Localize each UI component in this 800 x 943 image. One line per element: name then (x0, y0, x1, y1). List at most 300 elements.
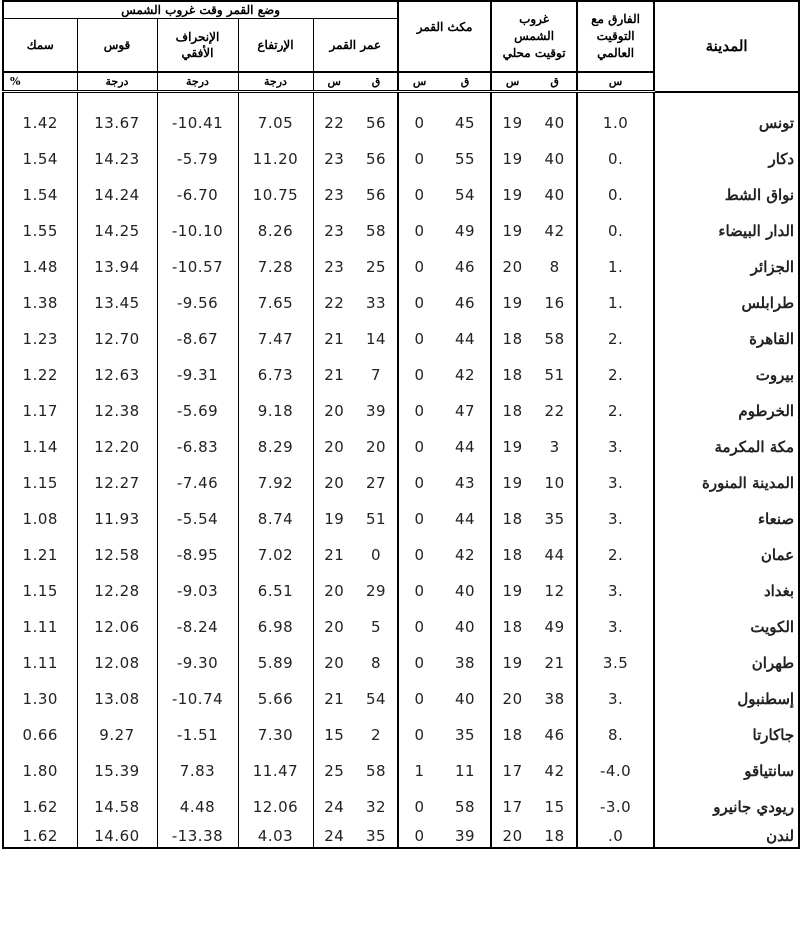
header-horizontal-dev (157, 19, 238, 73)
unit-altitude: درجة (238, 72, 313, 92)
unit-sunset-minutes: ق (533, 72, 577, 92)
cell-age-minutes: 58 (365, 222, 387, 240)
header-arc: قوس (77, 19, 157, 73)
cell-city: الدار البيضاء (654, 213, 799, 249)
header-sunset-line1: غروب (519, 12, 550, 26)
cell-sunset-hours: 19 (491, 573, 533, 609)
cell-thickness: 1.11 (3, 645, 77, 681)
unit-thickness: % (3, 72, 77, 92)
table-header (3, 1, 799, 92)
unit-horizontal-dev: درجة (157, 72, 238, 92)
cell-arc: 12.08 (77, 645, 157, 681)
cell-altitude: 6.51 (238, 573, 313, 609)
cell-sunset-hours: 19 (491, 429, 533, 465)
cell-sunset-hours: 18 (491, 321, 533, 357)
cell-arc: 15.39 (77, 753, 157, 789)
cell-city: ريودي جانيرو (654, 789, 799, 825)
cell-gmt-diff: 1. (577, 249, 654, 285)
unit-age-hours: س (313, 72, 355, 92)
cell-sunset-minutes: 49 (544, 618, 565, 636)
cell-city: لندن (654, 825, 799, 848)
cell-age-hours: 20 (313, 465, 355, 501)
cell-altitude: 7.65 (238, 285, 313, 321)
cell-city: بغداد (654, 573, 799, 609)
cell-stay-minutes: 44 (455, 510, 476, 528)
cell-arc: 13.67 (77, 92, 157, 142)
cell-horizontal-dev: -5.79 (157, 141, 238, 177)
cell-horizontal-dev: -8.24 (157, 609, 238, 645)
cell-gmt-diff: 3. (577, 681, 654, 717)
cell-age-minutes: 5 (371, 618, 382, 636)
cell-altitude: 7.02 (238, 537, 313, 573)
cell-sunset-minutes: 40 (544, 114, 565, 132)
cell-thickness: 1.08 (3, 501, 77, 537)
cell-stay-hours: 0 (398, 501, 440, 537)
cell-sunset-hours: 18 (491, 501, 533, 537)
cell-age-hours: 20 (313, 393, 355, 429)
cell-city: جاكارتا (654, 717, 799, 753)
cell-age-hours: 20 (313, 573, 355, 609)
cell-stay-minutes: 38 (455, 654, 476, 672)
header-moon-age: عمر القمر (313, 19, 398, 73)
cell-sunset-hours: 18 (491, 717, 533, 753)
cell-horizontal-dev: -6.70 (157, 177, 238, 213)
cell-age-hours: 25 (313, 753, 355, 789)
table-row (3, 213, 799, 249)
header-thickness: سمك (3, 19, 77, 73)
cell-gmt-diff: .0 (577, 825, 654, 848)
cell-city: الكويت (654, 609, 799, 645)
cell-stay-minutes: 49 (455, 222, 476, 240)
header-gmt-line3: العالمي (597, 46, 635, 60)
cell-horizontal-dev: -13.38 (157, 825, 238, 848)
cell-sunset-minutes: 44 (544, 546, 565, 564)
unit-stay-minutes: ق (440, 72, 491, 92)
cell-altitude: 6.73 (238, 357, 313, 393)
cell-stay-minutes: 44 (455, 438, 476, 456)
cell-stay-hours: 0 (398, 789, 440, 825)
header-group-moon-at-sunset: وضع القمر وقت غروب الشمس (3, 1, 398, 19)
cell-sunset-minutes: 42 (544, 222, 565, 240)
cell-sunset-hours: 18 (491, 357, 533, 393)
cell-arc: 14.60 (77, 825, 157, 848)
cell-age-hours: 15 (313, 717, 355, 753)
cell-horizontal-dev: 7.83 (157, 753, 238, 789)
cell-horizontal-dev: -6.83 (157, 429, 238, 465)
cell-stay-minutes: 42 (455, 366, 476, 384)
cell-age-minutes: 29 (365, 582, 387, 600)
header-city: المدينة (654, 1, 799, 92)
header-sunset-line2: الشمس (514, 29, 555, 43)
cell-sunset-minutes: 21 (544, 654, 565, 672)
cell-gmt-diff: 3. (577, 465, 654, 501)
cell-gmt-diff: 3. (577, 609, 654, 645)
cell-city: تونس (654, 92, 799, 142)
cell-sunset-minutes: 40 (544, 186, 565, 204)
cell-sunset-hours: 20 (491, 681, 533, 717)
cell-stay-minutes: 39 (440, 825, 491, 848)
cell-sunset-hours: 19 (491, 92, 533, 142)
cell-altitude: 7.05 (238, 92, 313, 142)
cell-altitude: 8.26 (238, 213, 313, 249)
cell-sunset-hours: 19 (491, 645, 533, 681)
cell-horizontal-dev: 4.48 (157, 789, 238, 825)
cell-horizontal-dev: -9.30 (157, 645, 238, 681)
cell-sunset-hours: 18 (491, 609, 533, 645)
cell-age-minutes: 56 (365, 186, 387, 204)
cell-thickness: 1.38 (3, 285, 77, 321)
unit-gmt-hours: س (577, 72, 654, 92)
cell-stay-minutes: 55 (455, 150, 476, 168)
unit-sunset-hours: س (491, 72, 533, 92)
cell-altitude: 6.98 (238, 609, 313, 645)
table-row (3, 285, 799, 321)
cell-stay-hours: 0 (398, 393, 440, 429)
cell-city: المدينة المنورة (654, 465, 799, 501)
cell-arc: 13.08 (77, 681, 157, 717)
cell-city: بيروت (654, 357, 799, 393)
cell-age-minutes: 32 (365, 798, 387, 816)
table-row (3, 393, 799, 429)
cell-stay-hours: 0 (398, 249, 440, 285)
cell-age-hours: 23 (313, 141, 355, 177)
cell-city: مكة المكرمة (654, 429, 799, 465)
cell-stay-hours: 0 (398, 177, 440, 213)
table-row (3, 753, 799, 789)
cell-horizontal-dev: -7.46 (157, 465, 238, 501)
cell-age-minutes: 56 (365, 114, 387, 132)
cell-age-minutes: 56 (365, 150, 387, 168)
cell-city: إسطنبول (654, 681, 799, 717)
cell-sunset-minutes: 35 (544, 510, 565, 528)
cell-age-hours: 19 (313, 501, 355, 537)
cell-city: طهران (654, 645, 799, 681)
cell-horizontal-dev: -8.67 (157, 321, 238, 357)
cell-horizontal-dev: -5.69 (157, 393, 238, 429)
cell-sunset-minutes: 3 (549, 438, 560, 456)
cell-sunset-hours: 19 (491, 213, 533, 249)
cell-altitude: 9.18 (238, 393, 313, 429)
cell-horizontal-dev: -10.74 (157, 681, 238, 717)
cell-age-hours: 21 (313, 357, 355, 393)
cell-age-hours: 23 (313, 177, 355, 213)
cell-sunset-minutes: 38 (544, 690, 565, 708)
cell-thickness: 1.80 (3, 753, 77, 789)
cell-age-hours: 24 (313, 789, 355, 825)
cell-thickness: 1.54 (3, 177, 77, 213)
cell-age-hours: 21 (313, 681, 355, 717)
table-row (3, 321, 799, 357)
table-row (3, 429, 799, 465)
cell-altitude: 7.92 (238, 465, 313, 501)
header-dev-line1: الإنحراف (175, 30, 220, 44)
cell-thickness: 1.17 (3, 393, 77, 429)
cell-city: طرابلس (654, 285, 799, 321)
cell-thickness: 1.30 (3, 681, 77, 717)
cell-stay-hours: 0 (398, 609, 440, 645)
cell-age-hours: 22 (313, 92, 355, 142)
cell-age-hours: 22 (313, 285, 355, 321)
cell-arc: 13.45 (77, 285, 157, 321)
cell-stay-hours: 0 (398, 537, 440, 573)
table-row (3, 465, 799, 501)
header-gmt-line2: التوقيت (596, 29, 635, 43)
cell-city: الجزائر (654, 249, 799, 285)
cell-age-hours: 20 (313, 645, 355, 681)
cell-sunset-hours: 19 (491, 141, 533, 177)
cell-stay-hours: 0 (398, 573, 440, 609)
cell-age-minutes: 51 (365, 510, 387, 528)
unit-stay-hours: س (398, 72, 440, 92)
cell-horizontal-dev: -9.56 (157, 285, 238, 321)
cell-sunset-hours: 19 (491, 285, 533, 321)
cell-altitude: 7.30 (238, 717, 313, 753)
header-gmt-diff (577, 1, 654, 72)
cell-age-hours: 21 (313, 537, 355, 573)
cell-arc: 13.94 (77, 249, 157, 285)
cell-thickness: 1.62 (3, 789, 77, 825)
cell-thickness: 1.54 (3, 141, 77, 177)
cell-stay-minutes: 58 (455, 798, 476, 816)
cell-sunset-minutes: 40 (544, 150, 565, 168)
cell-arc: 14.24 (77, 177, 157, 213)
cell-stay-minutes: 40 (455, 690, 476, 708)
cell-thickness: 1.62 (3, 825, 77, 848)
unit-arc: درجة (77, 72, 157, 92)
cell-thickness: 1.23 (3, 321, 77, 357)
cell-horizontal-dev: -10.10 (157, 213, 238, 249)
cell-arc: 14.25 (77, 213, 157, 249)
cell-sunset-minutes: 12 (544, 582, 565, 600)
cell-arc: 12.70 (77, 321, 157, 357)
cell-arc: 9.27 (77, 717, 157, 753)
cell-stay-hours: 0 (398, 825, 440, 848)
cell-gmt-diff: 1.0 (577, 92, 654, 142)
cell-thickness: 1.11 (3, 609, 77, 645)
cell-sunset-minutes: 16 (544, 294, 565, 312)
cell-thickness: 1.15 (3, 465, 77, 501)
cell-age-hours: 24 (313, 825, 355, 848)
cell-sunset-minutes: 42 (544, 762, 565, 780)
cell-stay-minutes: 40 (455, 618, 476, 636)
cell-stay-hours: 0 (398, 213, 440, 249)
header-dev-line2: الأفقي (181, 46, 214, 60)
cell-stay-hours: 0 (398, 357, 440, 393)
cell-gmt-diff: -4.0 (577, 753, 654, 789)
table-row (3, 537, 799, 573)
table-row (3, 717, 799, 753)
table-row (3, 573, 799, 609)
cell-age-minutes: 33 (365, 294, 387, 312)
cell-horizontal-dev: -10.57 (157, 249, 238, 285)
cell-stay-minutes: 43 (455, 474, 476, 492)
table-row (3, 177, 799, 213)
cell-altitude: 11.20 (238, 141, 313, 177)
cell-stay-hours: 0 (398, 321, 440, 357)
cell-age-minutes: 7 (371, 366, 382, 384)
cell-age-hours: 21 (313, 321, 355, 357)
cell-city: الخرطوم (654, 393, 799, 429)
cell-sunset-minutes: 58 (544, 330, 565, 348)
cell-city: عمان (654, 537, 799, 573)
cell-altitude: 5.66 (238, 681, 313, 717)
cell-age-hours: 20 (313, 609, 355, 645)
table-row (3, 681, 799, 717)
cell-age-minutes: 14 (365, 330, 387, 348)
cell-stay-minutes: 54 (455, 186, 476, 204)
cell-gmt-diff: 2. (577, 321, 654, 357)
cell-sunset-hours: 19 (491, 177, 533, 213)
cell-age-minutes: 0 (371, 546, 382, 564)
cell-stay-hours: 0 (398, 285, 440, 321)
cell-arc: 12.28 (77, 573, 157, 609)
cell-arc: 12.58 (77, 537, 157, 573)
cell-altitude: 7.28 (238, 249, 313, 285)
cell-stay-minutes: 46 (455, 294, 476, 312)
table-row (3, 357, 799, 393)
cell-gmt-diff: 0. (577, 213, 654, 249)
cell-sunset-minutes: 51 (544, 366, 565, 384)
cell-stay-minutes: 42 (455, 546, 476, 564)
cell-stay-minutes: 46 (455, 258, 476, 276)
cell-sunset-hours: 17 (491, 753, 533, 789)
header-sunset-line3: توقيت محلي (502, 46, 566, 60)
cell-stay-hours: 0 (398, 429, 440, 465)
cell-gmt-diff: 0. (577, 177, 654, 213)
cell-gmt-diff: 3. (577, 429, 654, 465)
header-altitude: الإرتفاع (238, 19, 313, 73)
cell-age-hours: 20 (313, 429, 355, 465)
cell-sunset-hours: 20 (491, 825, 533, 848)
cell-stay-minutes: 35 (455, 726, 476, 744)
header-sunset (491, 1, 577, 72)
cell-thickness: 1.22 (3, 357, 77, 393)
cell-age-minutes: 27 (365, 474, 387, 492)
cell-sunset-minutes: 10 (544, 474, 565, 492)
cell-age-minutes: 25 (365, 258, 387, 276)
cell-stay-minutes: 11 (455, 762, 476, 780)
cell-age-hours: 23 (313, 213, 355, 249)
cell-age-minutes: 58 (365, 762, 387, 780)
cell-stay-minutes: 44 (455, 330, 476, 348)
cell-arc: 12.63 (77, 357, 157, 393)
cell-sunset-hours: 20 (491, 249, 533, 285)
cell-altitude: 12.06 (238, 789, 313, 825)
cell-gmt-diff: 3.5 (577, 645, 654, 681)
cell-stay-minutes: 47 (455, 402, 476, 420)
cell-stay-hours: 0 (398, 681, 440, 717)
cell-sunset-minutes: 18 (533, 825, 577, 848)
header-moon-stay: مكث القمر (398, 1, 491, 72)
cell-thickness: 1.42 (3, 92, 77, 142)
cell-city: صنعاء (654, 501, 799, 537)
cell-thickness: 1.48 (3, 249, 77, 285)
cell-arc: 12.27 (77, 465, 157, 501)
cell-thickness: 0.66 (3, 717, 77, 753)
cell-arc: 11.93 (77, 501, 157, 537)
cell-age-minutes: 2 (371, 726, 382, 744)
cell-horizontal-dev: -10.41 (157, 92, 238, 142)
cell-horizontal-dev: -5.54 (157, 501, 238, 537)
cell-thickness: 1.21 (3, 537, 77, 573)
unit-age-minutes: ق (355, 72, 398, 92)
cell-age-minutes: 8 (371, 654, 382, 672)
cell-arc: 12.20 (77, 429, 157, 465)
cell-gmt-diff: 2. (577, 393, 654, 429)
cell-thickness: 1.15 (3, 573, 77, 609)
table-body (3, 92, 799, 849)
cell-gmt-diff: 3. (577, 501, 654, 537)
cell-stay-minutes: 40 (455, 582, 476, 600)
cell-gmt-diff: -3.0 (577, 789, 654, 825)
cell-gmt-diff: 0. (577, 141, 654, 177)
cell-sunset-hours: 17 (491, 789, 533, 825)
cell-altitude: 4.03 (238, 825, 313, 848)
table-row (3, 609, 799, 645)
cell-age-hours: 23 (313, 249, 355, 285)
table-row (3, 825, 799, 848)
cell-age-minutes: 20 (365, 438, 387, 456)
cell-arc: 12.06 (77, 609, 157, 645)
cell-arc: 12.38 (77, 393, 157, 429)
cell-altitude: 8.29 (238, 429, 313, 465)
cell-altitude: 10.75 (238, 177, 313, 213)
cell-gmt-diff: 1. (577, 285, 654, 321)
cell-sunset-minutes: 22 (544, 402, 565, 420)
cell-altitude: 11.47 (238, 753, 313, 789)
cell-arc: 14.23 (77, 141, 157, 177)
moon-visibility-table (2, 0, 800, 849)
table-row (3, 501, 799, 537)
cell-arc: 14.58 (77, 789, 157, 825)
cell-stay-hours: 1 (398, 753, 440, 789)
cell-city: سانتياقو (654, 753, 799, 789)
cell-thickness: 1.55 (3, 213, 77, 249)
cell-city: نواق الشط (654, 177, 799, 213)
cell-age-minutes: 54 (365, 690, 387, 708)
cell-stay-hours: 0 (398, 92, 440, 142)
cell-gmt-diff: 2. (577, 357, 654, 393)
cell-altitude: 5.89 (238, 645, 313, 681)
cell-stay-hours: 0 (398, 645, 440, 681)
cell-stay-minutes: 45 (455, 114, 476, 132)
cell-altitude: 8.74 (238, 501, 313, 537)
table-row (3, 249, 799, 285)
table-row (3, 645, 799, 681)
cell-sunset-hours: 18 (491, 393, 533, 429)
table-row (3, 141, 799, 177)
cell-horizontal-dev: -8.95 (157, 537, 238, 573)
header-gmt-line1: الفارق مع (591, 12, 640, 26)
cell-gmt-diff: 3. (577, 573, 654, 609)
cell-gmt-diff: 8. (577, 717, 654, 753)
cell-stay-hours: 0 (398, 465, 440, 501)
cell-city: دكار (654, 141, 799, 177)
cell-horizontal-dev: -9.03 (157, 573, 238, 609)
cell-thickness: 1.14 (3, 429, 77, 465)
cell-sunset-hours: 18 (491, 537, 533, 573)
table-row (3, 92, 799, 142)
cell-sunset-minutes: 46 (544, 726, 565, 744)
cell-altitude: 7.47 (238, 321, 313, 357)
cell-sunset-minutes: 8 (549, 258, 560, 276)
cell-sunset-hours: 19 (491, 465, 533, 501)
cell-stay-hours: 0 (398, 717, 440, 753)
cell-age-minutes: 39 (365, 402, 387, 420)
cell-horizontal-dev: -1.51 (157, 717, 238, 753)
cell-gmt-diff: 2. (577, 537, 654, 573)
cell-sunset-minutes: 15 (544, 798, 565, 816)
